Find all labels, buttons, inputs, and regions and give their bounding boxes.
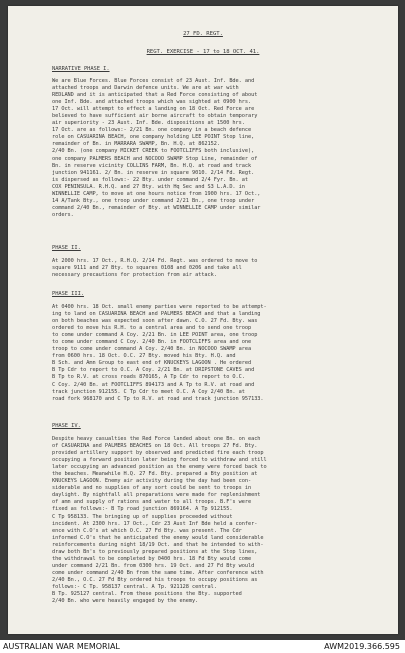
text-line: of CASUARINA and PALMERS BEACHES on 18 Oct. All troops 27 Fd. Bty. (52, 443, 258, 450)
text-line: remainder of Bn. in MARRARA SWAMP, Bn. H.Q. at 862152. (52, 141, 220, 148)
text-line: REDLAND and it is anticipated that a Red Force consisting of about (52, 92, 258, 99)
section-heading-phase-1: NARRATIVE PHASE I. (52, 66, 110, 72)
text-line: ence with C.O's at which O.C. 27 Fd Bty. was present. The Cdr (52, 527, 242, 534)
document-page (8, 6, 398, 634)
text-line: air superiority - 23 Aust. Inf. Bde. dispositions at 1500 hrs. (52, 120, 245, 127)
text-line: ing to land on CASUARINA BEACH and PALMERS BEACH and that a landing (52, 311, 261, 318)
text-line: COX PENINSULA. R.H.Q. and 27 Bty. with Hq Sec and S3 L.A.D. in (52, 183, 245, 190)
text-line: the withdrawal to be completed by 0400 hrs. 18 Fd Bty would come (52, 555, 252, 562)
section-body-phase-4 (52, 436, 370, 605)
text-line: to come under command A Coy. 2/21 Bn. in LEE POINT area, one troop (52, 332, 258, 339)
text-line: 17 Oct. will attempt to effect a landing on 18 Oct. Red Force are (52, 106, 255, 113)
section-body-phase-3 (52, 304, 370, 403)
section-heading-phase-2: PHASE II. (52, 245, 81, 251)
text-line: 2/40 Bn. who were heavily engaged by the enemy. (52, 598, 199, 605)
text-line: the beaches. Meanwhile H.Q. 27 Fd. Bty. prepared a Bty position at (52, 471, 258, 478)
text-line: provided artillery support by observed and predicted fire each troop (52, 450, 264, 457)
text-line: track junction 912155. C Tp Cdr to meet O.C. A Coy 2/40 Bn. at (52, 388, 245, 395)
text-line: WINNELLIE CAMP, to move at one hours notice from 1900 hrs. 17 Oct., (52, 190, 261, 197)
text-line: troop to come under command A Coy. 2/40 Bn. in NOCOOO SWAMP area (52, 346, 252, 353)
text-line: C Tp 958133. The bringing up of supplies proceeded without (52, 513, 233, 520)
text-line: one company PALMERS BEACH and NOCOOO SWAMP Stop Line, remainder of (52, 155, 258, 162)
text-line: daylight. By nightfall all preparations were made for replenishment (52, 492, 261, 499)
text-line: square 9111 and 27 Bty. to squares 0108 and 0206 and take all (52, 265, 242, 272)
text-line: follows:- C Tp. 958137 central. A Tp. 921128 central. (52, 583, 217, 590)
text-line: occupying a forward position later being forced to withdraw and still (52, 457, 267, 464)
text-line: siderable and no supplies of any sort could be sent to troops in (52, 485, 252, 492)
document-title: 27 FD. REGT. (183, 31, 223, 37)
text-line: necessary precautions for protection from air attack. (52, 272, 217, 279)
section-heading-phase-3: PHASE III. (52, 291, 84, 297)
section-body-phase-2 (52, 258, 370, 279)
text-line: We are Blue Forces. Blue Forces consist of 23 Aust. Inf. Bde. and (52, 78, 255, 84)
text-line: orders. (52, 211, 74, 218)
text-line: C Coy. 2/40 Bn. at FOOTCLIFFS 894173 and A Tp to R.V. at road and (52, 381, 255, 388)
text-line: later occupying an advanced position as the enemy were forced back to (52, 464, 267, 471)
text-line: 2/40 Bn. (one company MICKET CREEK to FOOTCLIFFS both inclusive), (52, 148, 255, 155)
text-line: on both beaches was expected soon after dawn. C.O. 27 Fd. Bty. was (52, 318, 258, 325)
text-line: B Tp to R.V. at cross roads 870165, A Tp Cdr to report to O.C. (52, 374, 245, 381)
text-line: is dispersed as follows:- 22 Bty. under command 2/4 Fyr. Bn. at (52, 176, 248, 183)
document-subtitle: REGT. EXERCISE - 17 to 18 OCT. 41. (146, 49, 260, 55)
text-line: ordered to move his R.H. to a central area and to send one troop (52, 325, 252, 332)
text-line: from 0600 hrs. 18 Oct. O.C. 27 Bty. moved his Bty. H.Q. and (52, 353, 236, 360)
text-line: 14 A/Tank Bty., one troop under command 2/21 Bn., one troop under (52, 197, 255, 204)
text-line: command 2/40 Bn., remainder of Bty. at WINNELLIE CAMP under similar (52, 204, 261, 211)
section-body-phase-1 (52, 78, 370, 219)
text-line: junction 941161. 2/ Bn. in reserve in square 9010. 2/14 Fd. Regt. (52, 169, 255, 176)
text-line: one Inf. Bde. and attached troops which was sighted at 0900 hrs. (52, 99, 252, 106)
text-line: role on CASUARINA BEACH, one company holding LEE POINT Stop line, (52, 134, 255, 141)
text-line: fixed as follows:- B Tp road junction 869164. A Tp 912155. (52, 506, 233, 513)
text-line: road fork 968170 and C Tp to R.V. at road and track junction 957133. (52, 395, 264, 402)
text-line: B Tp. 925127 central. From these positions the Bty. supported (52, 591, 242, 598)
text-line: B Sch. and Amn Group to east end of KNUCKEYS LAGOON . He ordered (52, 360, 252, 367)
text-line: informed C.O's that he anticipated the enemy would land considerable (52, 534, 264, 541)
footer-institution: AUSTRALIAN WAR MEMORIAL (3, 642, 120, 651)
text-line: come under command 2/40 Bn from the same time. After conference with (52, 569, 264, 576)
text-line: incident. At 2300 hrs. 17 Oct., Cdr 23 Aust Inf Bde held a confer- (52, 520, 258, 527)
text-line: of amn and supply of rations and water to all troops. B.F's were (52, 499, 252, 506)
text-line: At 0400 hrs. 18 Oct. small enemy parties were reported to be attempt- (52, 304, 267, 310)
text-line: draw both Bn's to previously prepared positions at the Stop lines, (52, 548, 258, 555)
text-line: Bn. in reserve vicinity COLLINS FARM, Bn. H.Q. at road and track (52, 162, 252, 169)
text-line: B Tp Cdr to report to O.C. A Coy. 2/21 Bn. at DRIPSTONE CAVES and (52, 367, 255, 374)
text-line: 2/40 Bn., O.C. 27 Fd Bty ordered his troops to occupy positions as (52, 576, 258, 583)
text-line: to come under command C Coy. 2/40 Bn. in FOOTCLIFFS area and one (52, 339, 252, 346)
text-line: attached troops and Darwin defence units. We are at war with (52, 85, 239, 92)
text-line: At 2000 hrs. 17 Oct., R.H.Q. 2/14 Fd. Regt. was ordered to move to (52, 258, 258, 264)
text-line: 17 Oct. are as follows:- 2/21 Bn. one company in a beach defence (52, 127, 252, 134)
text-line: Despite heavy casualties the Red Force landed about one Bn. on each (52, 436, 261, 442)
footer-item-id: AWM2019.366.595 (324, 642, 400, 651)
section-heading-phase-4: PHASE IV. (52, 423, 81, 429)
text-line: KNUCKEYS LAGOON. Enemy air activity during the day had been con- (52, 478, 252, 485)
text-line: under command 2/21 Bn. from 0300 hrs. 19 Oct. and 27 Fd Bty would (52, 562, 255, 569)
archive-footer (0, 640, 405, 653)
text-line: reinforcements during night 18/19 Oct. and that he intended to with- (52, 541, 264, 548)
text-line: believed to have sufficient air borne aircraft to obtain temporary (52, 113, 258, 120)
